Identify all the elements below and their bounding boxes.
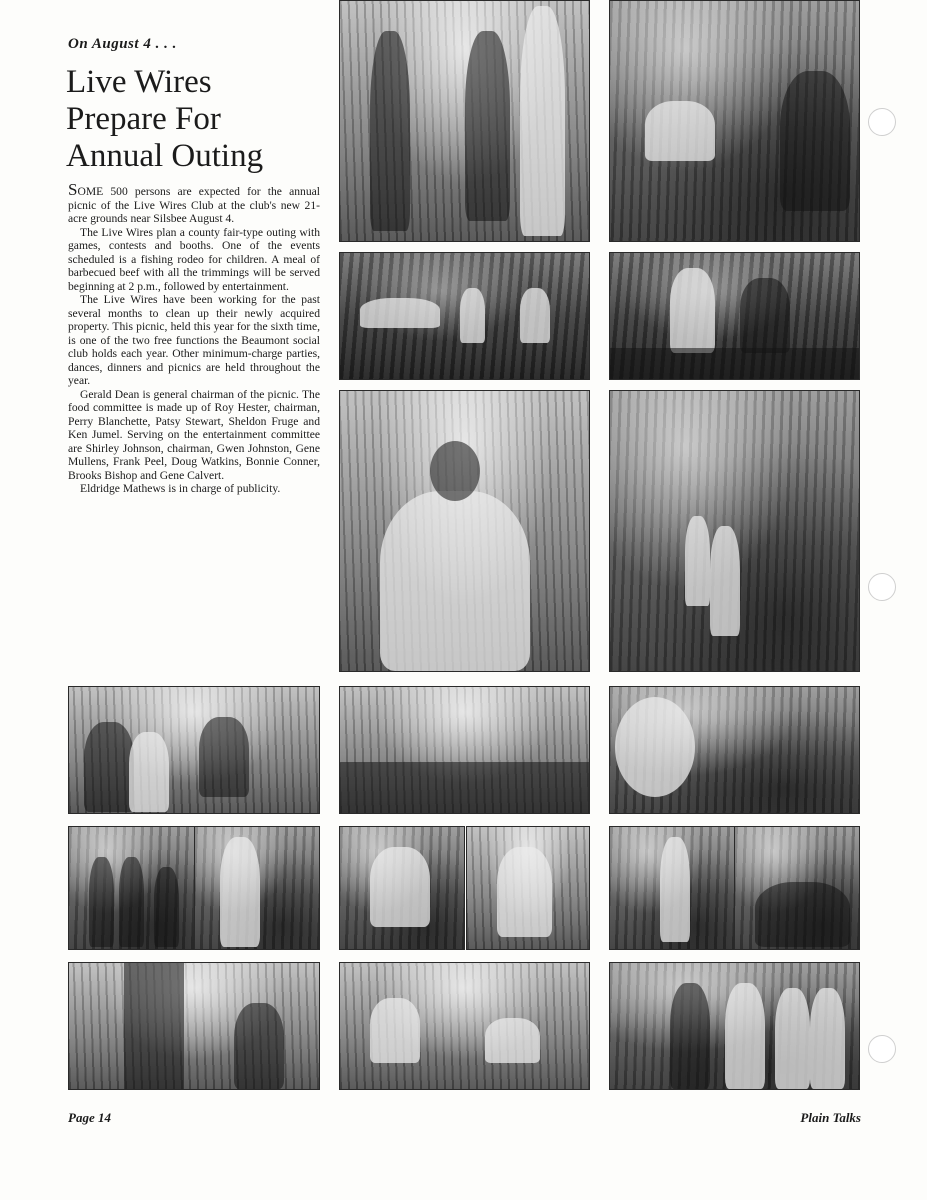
figure — [199, 717, 249, 797]
figure — [810, 988, 845, 1089]
figure — [725, 983, 765, 1089]
figure — [485, 1018, 540, 1063]
figure — [129, 732, 169, 812]
figure — [460, 288, 485, 343]
figure — [370, 847, 430, 927]
photo-men-standing — [68, 826, 195, 950]
photo-women-and-child — [68, 686, 320, 814]
photo-lawn-chairs — [609, 0, 860, 242]
photo-tractor — [734, 826, 860, 950]
photo-man-fishing — [339, 390, 590, 672]
photo-man-in-hat — [194, 826, 320, 950]
headline-line: Live Wires — [66, 64, 212, 100]
publication-name: Plain Talks — [800, 1110, 861, 1125]
figure — [220, 837, 260, 947]
figure — [234, 1003, 284, 1089]
figure — [84, 722, 134, 812]
figure — [380, 491, 530, 671]
figure — [497, 847, 552, 937]
figure — [740, 278, 790, 353]
figure — [645, 101, 715, 161]
article-paragraph — [68, 180, 320, 226]
article-paragraph: The Live Wires plan a county fair-type outing with games, contests and booths. One of the events scheduled is a fishing rodeo for children. A meal of barbecued beef with all the trimmings will be served beginning at 2 p.m., followed by entertainment. — [68, 225, 320, 293]
paragraph-text: OME 500 persons are expected for the annual picnic of the Live Wires Club at the club's new 21-acre grounds near Silsbee August 4. — [68, 185, 320, 225]
figure — [670, 983, 710, 1089]
figure — [89, 857, 114, 947]
figure — [780, 71, 850, 211]
headline-line: Prepare For — [66, 101, 221, 137]
punch-hole — [868, 108, 896, 136]
photo-group-standing — [339, 0, 590, 242]
figure — [710, 526, 740, 636]
article-paragraph: Eldridge Mathews is in charge of publicity. — [80, 482, 281, 495]
photo-parked-cars — [339, 686, 590, 814]
figure — [755, 882, 850, 947]
figure — [340, 762, 589, 813]
figure — [119, 857, 144, 947]
figure — [610, 348, 859, 379]
figure — [124, 963, 184, 1089]
figure — [660, 837, 690, 942]
figure — [360, 298, 440, 328]
punch-hole — [868, 1035, 896, 1063]
photo-cabin-doorway — [68, 962, 320, 1090]
drop-cap: S — [68, 180, 78, 199]
figure — [775, 988, 810, 1089]
photo-handstand — [609, 826, 735, 950]
figure — [430, 441, 480, 501]
figure — [520, 288, 550, 343]
article-kicker: On August 4 . . . — [68, 36, 177, 52]
figure — [154, 867, 179, 947]
photo-barbecue-smoke — [609, 686, 860, 814]
figure — [370, 31, 410, 231]
figure — [670, 268, 715, 353]
photo-card-game-on-blanket — [339, 962, 590, 1090]
figure — [370, 998, 420, 1063]
figure — [465, 31, 510, 221]
article-headline — [66, 64, 336, 175]
headline-line: Annual Outing — [66, 138, 264, 174]
page-number: Page 14 — [68, 1110, 111, 1125]
article-paragraph: The Live Wires have been working for the past several months to clean up their newly acquired property. This picnic, held this year for the sixth time, is one of the two free functions the Beaumont social club holds each year. Other minimum-charge parties, dances, dinners and picnics are held throughout the year. — [68, 293, 320, 387]
photo-children-on-car — [339, 252, 590, 380]
figure — [520, 6, 565, 236]
figure — [615, 697, 695, 797]
figure — [685, 516, 710, 606]
photo-man-plaid-shirt — [339, 826, 465, 950]
photo-woman-at-table — [466, 826, 590, 950]
article-body — [68, 180, 320, 496]
photo-group-of-four — [609, 962, 860, 1090]
photo-couple-in-woods — [609, 390, 860, 672]
article-paragraph: Gerald Dean is general chairman of the picnic. The food committee is made up of Roy Hester, chairman, Perry Blanchette, Patsy Stewart, Sheldon Fruge and Ken Jumel. Serving on the entertainment committee are Shirley Johnson, chairman, Gwen Johnston, Gene Mullens, Frank Peel, Doug Watkins, Bonnie Conner, Brooks Bishop and Gene Calvert. — [68, 387, 320, 482]
punch-hole — [868, 573, 896, 601]
photo-men-in-boat — [609, 252, 860, 380]
